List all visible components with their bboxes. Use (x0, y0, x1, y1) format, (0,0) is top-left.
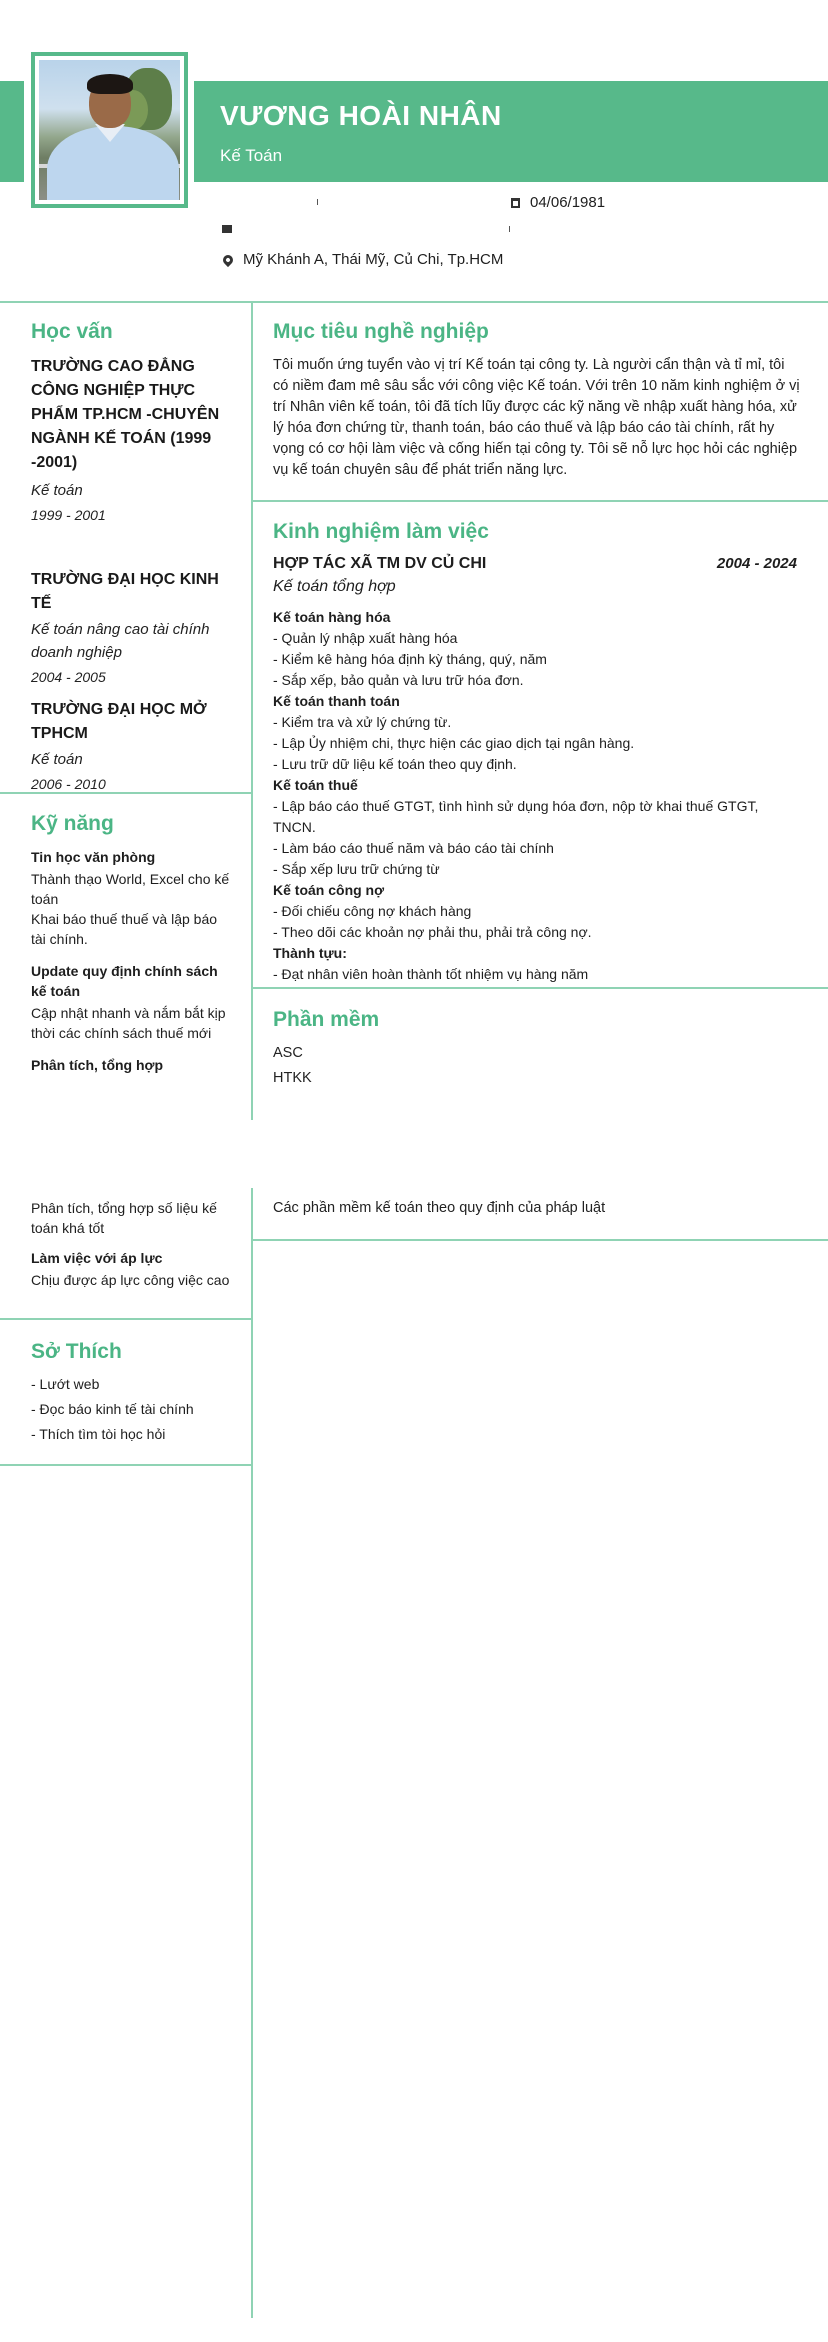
hobbies-heading: Sở Thích (31, 1340, 122, 1363)
job-line: - Đạt nhân viên hoàn thành tốt nhiệm vụ hàng năm (273, 966, 589, 982)
skill-name: Update quy định chính sách kế toán (31, 963, 218, 999)
divider (0, 301, 828, 303)
software-list (273, 1043, 801, 1089)
education-item (31, 568, 233, 688)
job-group-title: Kế toán hàng hóa (273, 609, 391, 625)
job-group-title: Kế toán công nợ (273, 882, 385, 898)
education-major: Kế toán (31, 751, 83, 768)
hobby-item: - Đọc báo kinh tế tài chính (31, 1401, 194, 1417)
email-row (222, 225, 242, 233)
job-years: 2004 - 2024 (716, 555, 797, 572)
job-header (273, 555, 797, 573)
birthdate-value: 04/06/1981 (530, 194, 606, 211)
software-item: ASC (273, 1045, 303, 1061)
job-line: - Sắp xếp lưu trữ chứng từ (273, 861, 440, 877)
skill-name: Làm việc với áp lực (31, 1250, 163, 1266)
hobby-item: - Lướt web (31, 1376, 100, 1392)
column-divider (251, 1188, 253, 2318)
job-line: - Kiểm tra và xử lý chứng từ. (273, 714, 452, 730)
education-school: TRƯỜNG CAO ĐẲNG CÔNG NGHIỆP THỰC PHẨM TP.HCM -CHUYÊN NGÀNH KẾ TOÁN (1999 -2001) (31, 358, 220, 471)
skill-desc: Phân tích, tổng hợp số liệu kế toán khá tốt (31, 1200, 217, 1236)
skills-heading: Kỹ năng (31, 812, 114, 835)
address-row (223, 251, 503, 268)
software-item: HTKK (273, 1070, 312, 1086)
skill-desc: Chịu được áp lực công việc cao (31, 1272, 230, 1288)
job-group-title: Kế toán thuế (273, 777, 358, 793)
divider (252, 500, 828, 502)
education-major: Kế toán (31, 482, 83, 499)
education-school: TRƯỜNG ĐẠI HỌC KINH TẾ (31, 571, 219, 612)
birthdate-row (511, 194, 605, 211)
job-line: - Sắp xếp, bảo quản và lưu trữ hóa đơn. (273, 672, 524, 688)
software-heading: Phần mềm (273, 1008, 380, 1031)
education-school: TRƯỜNG ĐẠI HỌC MỞ TPHCM (31, 701, 207, 742)
hobbies-list (31, 1372, 233, 1447)
job-line: - Lập báo cáo thuế GTGT, tình hình sử dụng hóa đơn, nộp tờ khai thuế GTGT, TNCN. (273, 798, 759, 835)
education-years: 1999 - 2001 (31, 507, 106, 523)
education-years: 2006 - 2010 (31, 776, 106, 792)
education-item (31, 355, 233, 526)
hobby-item: - Thích tìm tòi học hỏi (31, 1426, 166, 1442)
job-line: - Đối chiếu công nợ khách hàng (273, 903, 472, 919)
skill-name: Tin học văn phòng (31, 849, 156, 865)
skill-desc: Thành thạo World, Excel cho kế toán (31, 871, 230, 907)
job-line: - Quản lý nhập xuất hàng hóa (273, 630, 458, 646)
divider (252, 1239, 828, 1241)
education-years: 2004 - 2005 (31, 669, 106, 685)
divider (0, 1464, 252, 1466)
job-line: - Làm báo cáo thuế năm và báo cáo tài chính (273, 840, 554, 856)
map-pin-icon (221, 252, 235, 266)
experience-heading: Kinh nghiệm làm việc (273, 520, 489, 543)
job-line: - Kiểm kê hàng hóa định kỳ tháng, quý, năm (273, 651, 547, 667)
education-heading: Học vấn (31, 320, 113, 343)
redacted-mark (317, 199, 318, 205)
skills-list-continued (31, 1198, 231, 1290)
divider (0, 1318, 252, 1320)
candidate-title: Kế Toán (220, 146, 283, 165)
header-band-left (0, 81, 24, 182)
profile-photo (31, 52, 188, 208)
column-divider (251, 302, 253, 1120)
education-list (31, 355, 233, 795)
job-line: - Theo dõi các khoản nợ phải thu, phải trả công nợ. (273, 924, 592, 940)
objective-heading: Mục tiêu nghề nghiệp (273, 320, 489, 343)
job-group-title: Kế toán thanh toán (273, 693, 400, 709)
address-value: Mỹ Khánh A, Thái Mỹ, Củ Chi, Tp.HCM (243, 251, 504, 268)
candidate-name: VƯƠNG HOÀI NHÂN (220, 100, 502, 131)
education-major: Kế toán nâng cao tài chính doanh nghiệp (31, 621, 210, 661)
job-line: - Lưu trữ dữ liệu kế toán theo quy định. (273, 756, 517, 772)
skill-name: Phân tích, tổng hợp (31, 1057, 164, 1073)
objective-text: Tôi muốn ứng tuyển vào vị trí Kế toán tại công ty. Là người cẩn thận và tỉ mỉ, tôi có niềm đam mê sâu sắc với công việc Kế toán. Với trên 10 năm kinh nghiệm ở vị trí Nhân viên kế toán, tôi đã tích lũy được các kỹ năng về nhập xuất hàng hóa, xử lý hóa đơn chứng từ, thanh toán, báo cáo thuế và lập báo cáo tài chính, rất hy vọng có cơ hội làm việc và cống hiến tại công ty. Tôi sẽ nỗ lực học hỏi các nghiệp vụ kế toán chuyên sâu để phát triển năng lực. (273, 357, 800, 478)
skill-desc: Khai báo thuế thuế và lập báo tài chính. (31, 911, 218, 947)
education-item (31, 698, 233, 795)
avatar (39, 60, 180, 200)
divider (252, 987, 828, 989)
mail-icon (222, 225, 232, 233)
experience-block (273, 555, 797, 985)
job-company: HỢP TÁC XÃ TM DV CỦ CHI (273, 555, 487, 572)
calendar-icon (511, 198, 520, 208)
skill-desc: Cập nhật nhanh và nắm bắt kịp thời các chính sách thuế mới (31, 1005, 226, 1041)
skills-list (31, 847, 231, 1075)
job-role: Kế toán tổng hợp (273, 578, 396, 595)
redacted-mark (509, 226, 510, 232)
software-note: Các phần mềm kế toán theo quy định của pháp luật (273, 1200, 606, 1216)
job-group-title: Thành tựu: (273, 945, 347, 961)
job-line: - Lập Ủy nhiệm chi, thực hiện các giao dịch tại ngân hàng. (273, 735, 635, 751)
